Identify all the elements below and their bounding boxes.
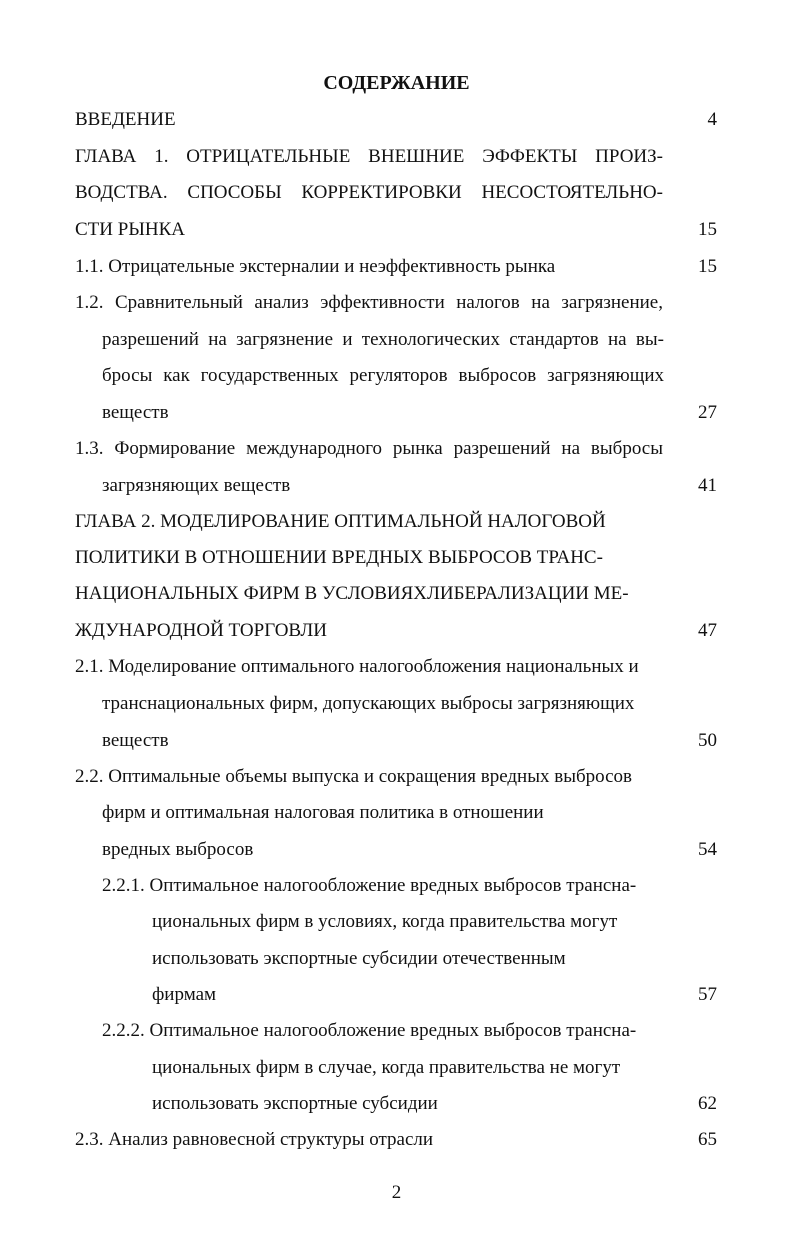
toc-line: 2.1. Моделирование оптимального налогообложения национальных и xyxy=(75,656,639,677)
toc-line: 1.2. Сравнительный анализ эффективности налогов на загрязнение, xyxy=(75,292,663,313)
toc-line: веществ xyxy=(102,730,169,751)
toc-line: использовать экспортные субсидии xyxy=(152,1093,438,1114)
toc-line: загрязняющих веществ xyxy=(102,475,291,496)
toc-line: 2.2. Оптимальные объемы выпуска и сокращения вредных выбросов xyxy=(75,766,633,787)
toc-page-number: 15 xyxy=(698,256,717,277)
toc-line: ВОДСТВА. СПОСОБЫ КОРРЕКТИРОВКИ НЕСОСТОЯТЕЛЬНО- xyxy=(75,182,663,203)
toc-line: транснациональных фирм, допускающих выбросы загрязняющих xyxy=(102,693,635,714)
toc-line: ГЛАВА 1. ОТРИЦАТЕЛЬНЫЕ ВНЕШНИЕ ЭФФЕКТЫ ПРОИЗ- xyxy=(75,146,663,167)
toc-line: разрешений на загрязнение и технологических стандартов на вы- xyxy=(102,329,664,350)
toc-line: циональных фирм в случае, когда правительства не могут xyxy=(152,1057,621,1078)
toc-page-number: 47 xyxy=(698,620,717,641)
toc-page-number: 15 xyxy=(698,219,717,240)
toc-line: ПОЛИТИКИ В ОТНОШЕНИИ ВРЕДНЫХ ВЫБРОСОВ ТРАНС- xyxy=(75,547,603,568)
toc-line: 1.1. Отрицательные экстерналии и неэффективность рынка xyxy=(75,256,556,277)
toc-line: 2.2.1. Оптимальное налогообложение вредных выбросов трансна- xyxy=(102,875,637,896)
toc-page-number: 41 xyxy=(698,475,717,496)
toc-line: ВВЕДЕНИЕ xyxy=(75,109,176,130)
toc-line: фирм и оптимальная налоговая политика в отношении xyxy=(102,802,544,823)
toc-line: вредных выбросов xyxy=(102,839,254,860)
toc-page-number: 62 xyxy=(698,1093,717,1114)
toc-page-number: 50 xyxy=(698,730,717,751)
toc-page-number: 27 xyxy=(698,402,717,423)
toc-page-number: 65 xyxy=(698,1129,717,1150)
toc-line: веществ xyxy=(102,402,169,423)
toc-line: циональных фирм в условиях, когда правительства могут xyxy=(152,911,618,932)
page-title: СОДЕРЖАНИЕ xyxy=(323,72,470,94)
toc-line: 2.2.2. Оптимальное налогообложение вредных выбросов трансна- xyxy=(102,1020,637,1041)
toc-line: НАЦИОНАЛЬНЫХ ФИРМ В УСЛОВИЯХЛИБЕРАЛИЗАЦИИ МЕ- xyxy=(75,583,629,604)
toc-line: ГЛАВА 2. МОДЕЛИРОВАНИЕ ОПТИМАЛЬНОЙ НАЛОГОВОЙ xyxy=(75,511,606,532)
toc-line: фирмам xyxy=(152,984,217,1005)
toc-page-number: 54 xyxy=(698,839,717,860)
toc-line: 1.3. Формирование международного рынка разрешений на выбросы xyxy=(75,438,663,459)
toc-line: 2.3. Анализ равновесной структуры отрасли xyxy=(75,1129,434,1150)
toc-page-number: 4 xyxy=(707,109,717,130)
footer-page-number: 2 xyxy=(391,1182,402,1203)
toc-line: использовать экспортные субсидии отечественным xyxy=(152,948,566,969)
toc-line: СТИ РЫНКА xyxy=(75,219,186,240)
toc-page-number: 57 xyxy=(698,984,717,1005)
toc-line: бросы как государственных регуляторов выбросов загрязняющих xyxy=(102,365,664,386)
toc-line: ЖДУНАРОДНОЙ ТОРГОВЛИ xyxy=(75,620,327,641)
